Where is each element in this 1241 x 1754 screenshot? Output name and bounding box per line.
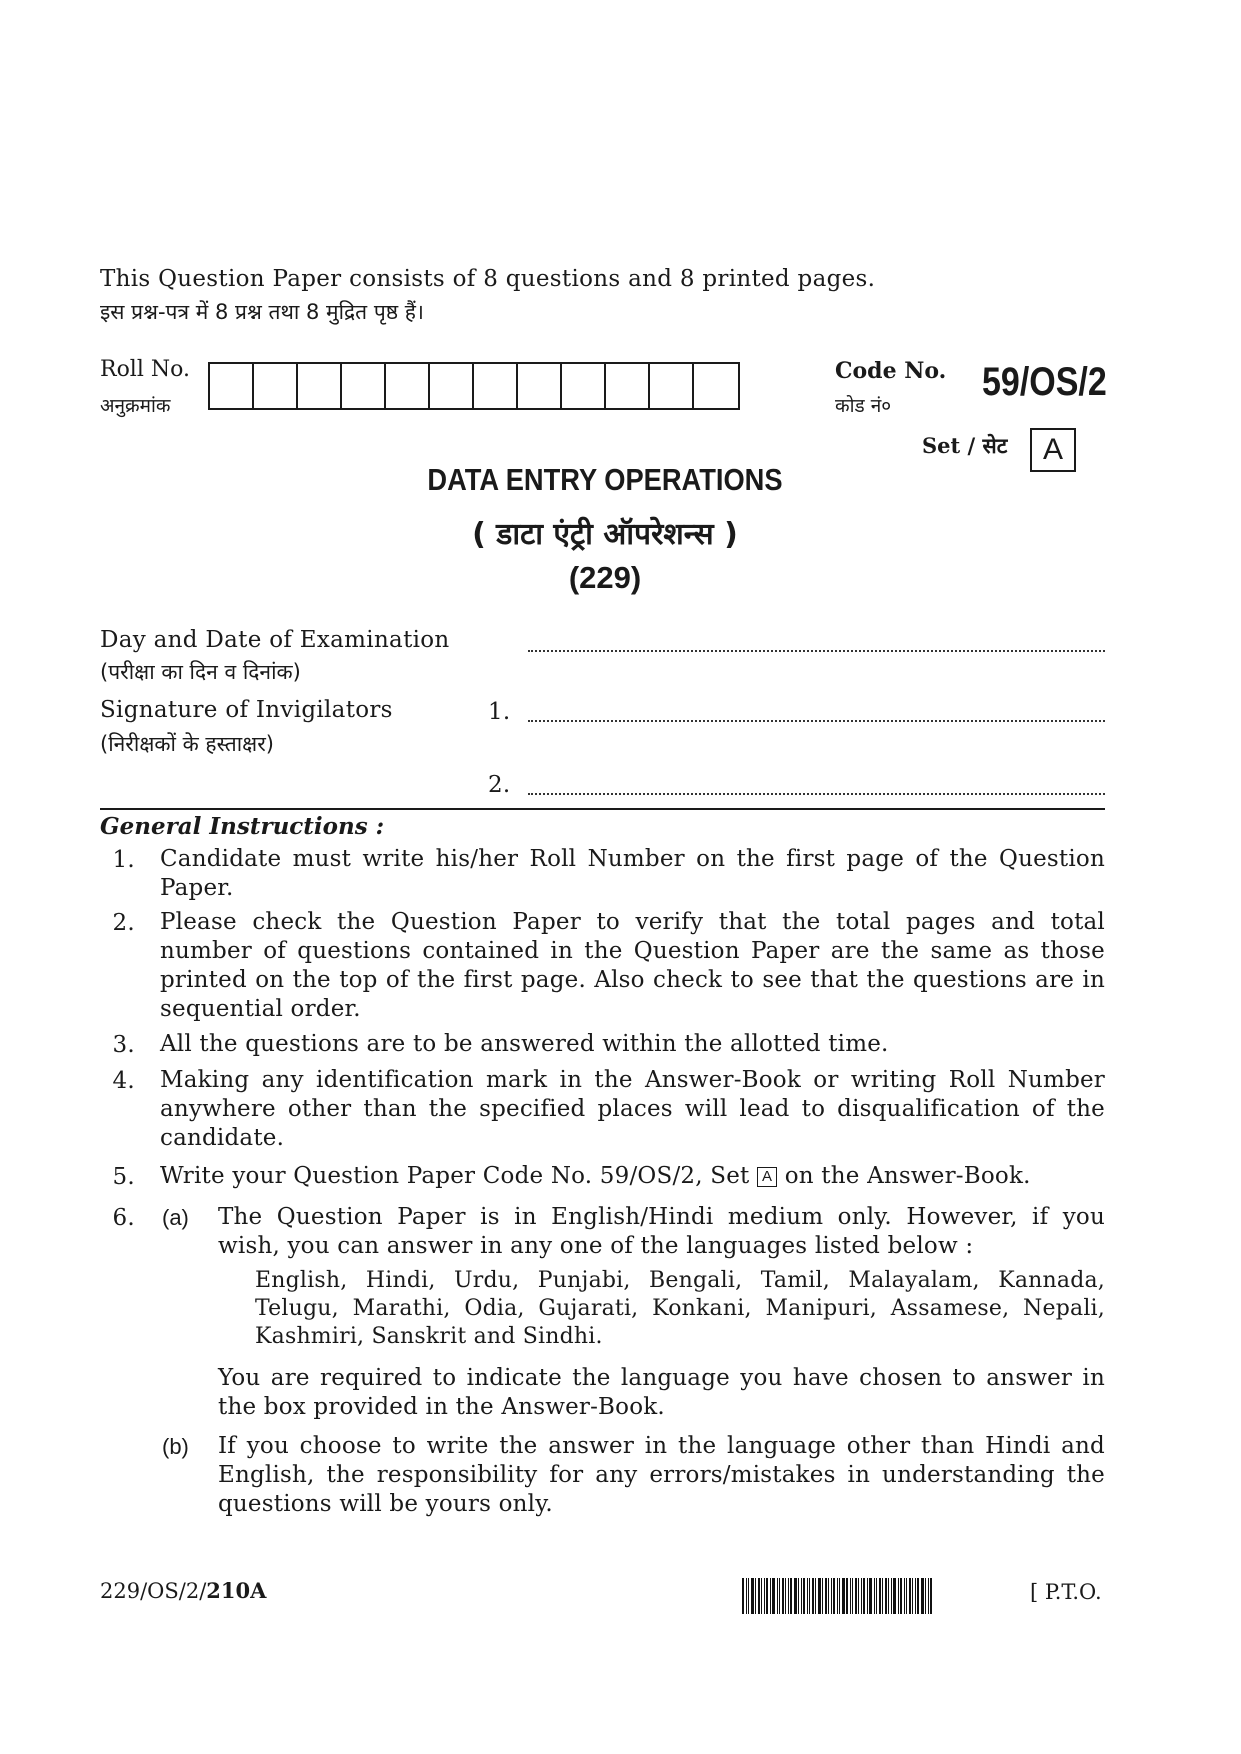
paper-code-footer	[100, 1578, 266, 1603]
roll-number-box[interactable]	[210, 364, 254, 408]
roll-number-boxes[interactable]	[208, 362, 740, 410]
code-number-value: 59/OS/2	[982, 360, 1107, 404]
instruction-number: 6.	[112, 1205, 135, 1231]
instruction-text: Candidate must write his/her Roll Number on the first page of the Question Paper.	[160, 846, 1105, 901]
roll-number-box[interactable]	[430, 364, 474, 408]
languages-list: English, Hindi, Urdu, Punjabi, Bengali, Tamil, Malayalam, Kannada, Telugu, Marathi, Odia, Gujarati, Konkani, Manipuri, Assamese, Nepali, Kashmiri, Sanskrit and Sindhi.	[255, 1268, 1105, 1349]
signature-1-number: 1.	[488, 699, 511, 725]
set-label: Set / सेट	[922, 433, 1008, 458]
subject-title: DATA ENTRY OPERATIONS	[427, 462, 783, 497]
instruction-number: 3.	[112, 1032, 135, 1058]
invigilator-signature-label: Signature of Invigilators	[100, 697, 393, 723]
instruction-text: Please check the Question Paper to verify that the total pages and total number of questions contained in the Question Paper are the same as those printed on the top of the first page. Also check to see that the questions are in sequential order.	[160, 909, 1105, 1022]
item-6a-note: You are required to indicate the language you have chosen to answer in the box provided in the Answer-Book.	[218, 1365, 1105, 1420]
instruction-5-text-before: Write your Question Paper Code No. 59/OS/2, Set	[160, 1163, 750, 1189]
roll-number-box[interactable]	[298, 364, 342, 408]
instruction-number: 2.	[112, 910, 135, 936]
set-value: A	[1042, 433, 1063, 466]
code-number-label-hindi: कोड नं०	[835, 395, 892, 417]
set-inline-box: A	[757, 1167, 777, 1187]
item-6a-label: (a)	[162, 1205, 189, 1230]
roll-number-box[interactable]	[518, 364, 562, 408]
roll-number-box[interactable]	[694, 364, 738, 408]
set-box	[1030, 428, 1076, 472]
exam-date-field[interactable]	[528, 650, 1105, 652]
item-6b-label: (b)	[162, 1434, 189, 1459]
item-6a-text: The Question Paper is in English/Hindi medium only. However, if you wish, you can answer in any one of the languages listed below :	[218, 1204, 1105, 1259]
signature-2-field[interactable]	[528, 793, 1105, 795]
roll-number-box[interactable]	[650, 364, 694, 408]
instruction-text: Making any identification mark in the Answer-Book or writing Roll Number anywhere other than the specified places will lead to disqualification of the candidate.	[160, 1067, 1105, 1151]
instruction-number: 4.	[112, 1068, 135, 1094]
roll-number-label-hindi: अनुक्रमांक	[100, 395, 171, 417]
roll-number-box[interactable]	[606, 364, 650, 408]
exam-date-label: Day and Date of Examination	[100, 627, 450, 653]
item-6b-text: If you choose to write the answer in the language other than Hindi and English, the responsibility for any errors/mistakes in understanding the questions will be yours only.	[218, 1433, 1105, 1517]
signature-2-number: 2.	[488, 772, 511, 798]
instruction-text: All the questions are to be answered within the allotted time.	[160, 1031, 889, 1057]
instruction-5-text-after: on the Answer-Book.	[784, 1163, 1031, 1189]
code-number-label: Code No.	[835, 358, 947, 384]
instructions-heading: General Instructions :	[100, 813, 385, 840]
barcode	[742, 1578, 934, 1614]
pages-info-english: This Question Paper consists of 8 questions and 8 printed pages.	[100, 266, 876, 292]
instruction-number: 1.	[112, 847, 135, 873]
instruction-text	[160, 1162, 1105, 1191]
signature-1-field[interactable]	[528, 720, 1105, 722]
instruction-number: 5.	[112, 1164, 135, 1190]
roll-number-box[interactable]	[474, 364, 518, 408]
roll-number-box[interactable]	[254, 364, 298, 408]
divider	[100, 808, 1105, 810]
pages-info-hindi: इस प्रश्न-पत्र में 8 प्रश्न तथा 8 मुद्रित पृष्ठ हैं।	[100, 300, 424, 324]
pto-label: [ P.T.O.	[1030, 1580, 1102, 1604]
subject-code: (229)	[568, 560, 642, 595]
paper-code-plain: 229/OS/2/	[100, 1579, 207, 1603]
invigilator-signature-label-hindi: (निरीक्षकों के हस्ताक्षर)	[100, 732, 274, 756]
subject-title-hindi: ( डाटा एंट्री ऑपरेशन्स )	[472, 517, 738, 552]
exam-date-label-hindi: (परीक्षा का दिन व दिनांक)	[100, 660, 301, 684]
roll-number-box[interactable]	[342, 364, 386, 408]
paper-code-bold: 210A	[206, 1578, 267, 1603]
roll-number-label: Roll No.	[100, 357, 190, 382]
roll-number-box[interactable]	[386, 364, 430, 408]
roll-number-box[interactable]	[562, 364, 606, 408]
